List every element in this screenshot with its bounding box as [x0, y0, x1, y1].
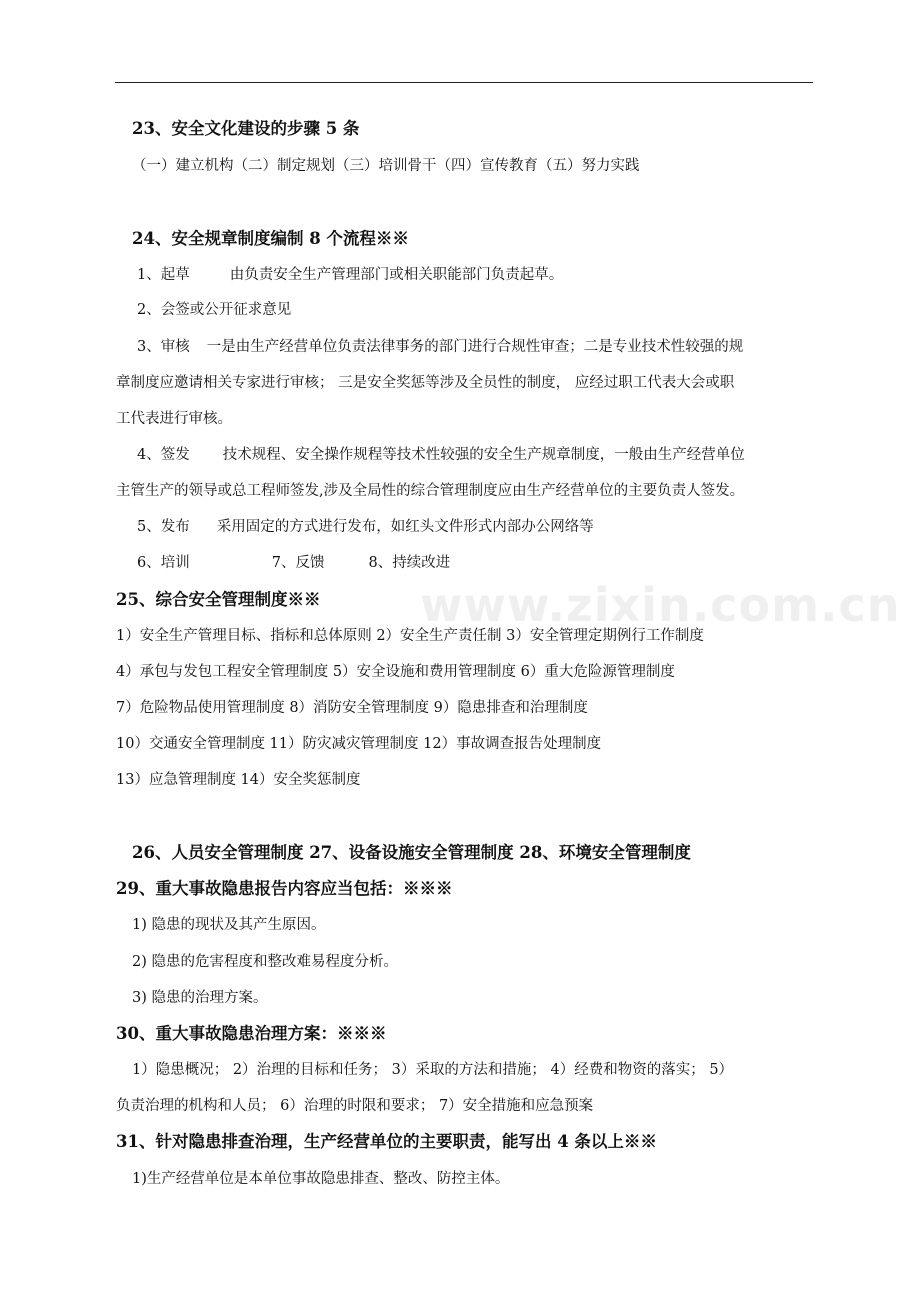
section-29-item-3: 3) 隐患的治理方案。 — [132, 990, 268, 1006]
step-7: 7、反馈 — [271, 555, 325, 571]
section-30-line-1: 1）隐患概况； 2）治理的目标和任务； 3）采取的方法和措施； 4）经费和物资的落实； 5） — [132, 1062, 734, 1078]
step-5-label: 5、发布 — [137, 519, 190, 535]
section-25-heading: 25、综合安全管理制度※※ — [116, 590, 321, 609]
section-31-heading: 31、针对隐患排查治理，生产经营单位的主要职责，能写出 4 条以上※※ — [116, 1132, 657, 1151]
section-25-line-3: 7）危险物品使用管理制度 8）消防安全管理制度 9）隐患排查和治理制度 — [116, 700, 588, 716]
section-24-heading: 24、安全规章制度编制 8 个流程※※ — [132, 229, 409, 248]
section-24-step-5 — [137, 517, 594, 537]
step-3-line-1: 一是由生产经营单位负责法律事务的部门进行合规性审查；二是专业技术性较强的规 — [206, 339, 744, 355]
section-24-step-4-line-2: 主管生产的领导或总工程师签发,涉及全局性的综合管理制度应由生产经营单位的主要负责人签发。 — [116, 483, 745, 499]
section-29-heading: 29、重大事故隐患报告内容应当包括：※※※ — [116, 879, 453, 898]
step-6: 6、培训 — [137, 555, 190, 571]
step-5-text: 采用固定的方式进行发布，如红头文件形式内部办公网络等 — [216, 519, 594, 535]
section-30-heading: 30、重大事故隐患治理方案：※※※ — [116, 1024, 387, 1043]
section-25-line-2: 4）承包与发包工程安全管理制度 5）安全设施和费用管理制度 6）重大危险源管理制度 — [116, 664, 675, 680]
step-4-label: 4、签发 — [137, 447, 190, 463]
section-25-line-5: 13）应急管理制度 14）安全奖惩制度 — [116, 772, 361, 788]
section-26-28-heading: 26、人员安全管理制度 27、设备设施安全管理制度 28、环境安全管理制度 — [132, 843, 691, 862]
section-24-step-3-line-3: 工代表进行审核。 — [116, 411, 232, 427]
step-1-text: 由负责安全生产管理部门或相关职能部门负责起草。 — [229, 267, 564, 283]
section-29-item-2: 2) 隐患的危害程度和整改难易程度分析。 — [132, 954, 398, 970]
section-31-item-1: 1)生产经营单位是本单位事故隐患排查、整改、防控主体。 — [132, 1171, 510, 1187]
section-24-step-3-line-2: 章制度应邀请相关专家进行审核； 三是安全奖惩等涉及全员性的制度， 应经过职工代表大会或职 — [116, 375, 735, 391]
section-25-line-4: 10）交通安全管理制度 11）防灾减灾管理制度 12）事故调查报告处理制度 — [116, 736, 602, 752]
watermark: www.zixin.com.cn — [420, 578, 901, 632]
step-8: 8、持续改进 — [368, 555, 451, 571]
section-25-line-1: 1）安全生产管理目标、指标和总体原则 2）安全生产责任制 3）安全管理定期例行工作制度 — [116, 628, 704, 644]
step-1-label: 1、起草 — [137, 267, 190, 283]
header-rule — [115, 82, 813, 83]
section-24-steps-6-8 — [137, 553, 450, 573]
section-23-body: （一）建立机构（二）制定规划（三）培训骨干（四）宣传教育（五）努力实践 — [132, 158, 640, 174]
step-4-line-1: 技术规程、安全操作规程等技术性较强的安全生产规章制度，一般由生产经营单位 — [222, 447, 745, 463]
section-29-item-1: 1) 隐患的现状及其产生原因。 — [132, 917, 326, 933]
section-24-step-4 — [137, 445, 745, 465]
section-23-heading: 23、安全文化建设的步骤 5 条 — [132, 119, 360, 138]
section-24-step-2: 2、会签或公开征求意见 — [137, 302, 292, 318]
step-3-label: 3、审核 — [137, 339, 190, 355]
section-30-line-2: 负责治理的机构和人员； 6）治理的时限和要求； 7）安全措施和应急预案 — [116, 1098, 594, 1114]
section-24-step-1 — [137, 265, 563, 285]
section-24-step-3 — [137, 337, 743, 357]
